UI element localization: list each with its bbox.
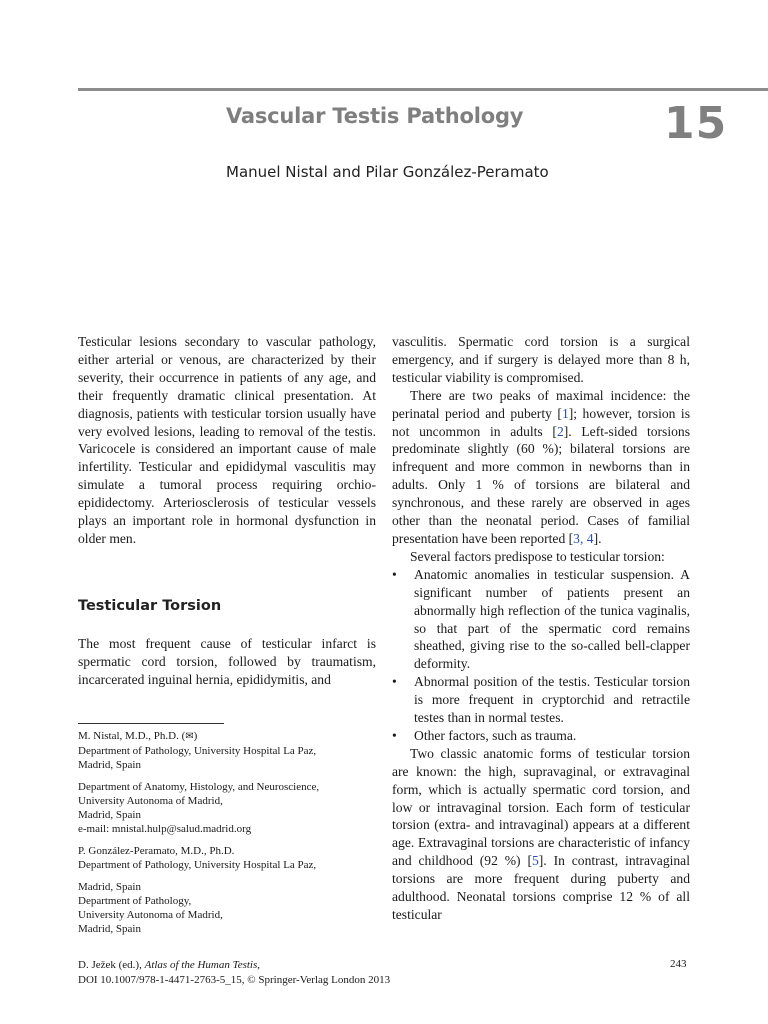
footnote-rule [78, 723, 224, 724]
citation-link[interactable]: 4 [586, 530, 594, 546]
page-number: 243 [670, 958, 687, 970]
bullet-icon: • [392, 566, 397, 582]
text-run: ]. In contrast, intravaginal torsions are more frequent during puberty and adulthood. Neonatal torsions comprise 12 % of all testicular [392, 853, 690, 922]
bullet-icon: • [392, 674, 397, 690]
list-item [392, 727, 690, 745]
footnote-line: Department of Pathology, University Hospital La Paz, [78, 745, 317, 757]
footnote-line: Department of Pathology, University Hospital La Paz, [78, 859, 317, 871]
footer-doi: DOI 10.1007/978-1-4471-2763-5_15, © Springer-Verlag London 2013 [78, 974, 391, 986]
footnote-line: Department of Anatomy, Histology, and Neuroscience, [78, 781, 320, 793]
abstract [78, 333, 376, 548]
footnote-line: University Autonoma of Madrid, [78, 795, 223, 807]
footnote-line: P. González-Peramato, M.D., Ph.D. [78, 845, 235, 857]
bullet-icon: • [392, 727, 397, 743]
chapter-number: 15 [664, 98, 728, 149]
footer-line-1 [78, 958, 390, 973]
footnote-line: Department of Pathology, [78, 895, 192, 907]
footnote-line: Madrid, Spain [78, 923, 141, 935]
paragraph-continued: vasculitis. Spermatic cord torsion is a surgical emergency, and if surgery is delayed more than 8 h, testicular viability is compromised. [392, 334, 690, 385]
footnote-line: Madrid, Spain [78, 759, 141, 771]
text-run: D. Ježek (ed.), [78, 959, 145, 971]
right-column [392, 333, 690, 924]
paragraph-factors: Several factors predispose to testicular torsion: [410, 548, 665, 564]
footnote-author-1 [78, 729, 378, 772]
authors: Manuel Nistal and Pilar González-Peramato [226, 163, 549, 181]
text-run: There are two peaks of maximal incidence: the perinatal period and puberty [ [392, 387, 690, 421]
factor-list [392, 566, 690, 745]
text-run: ]. [593, 530, 602, 546]
abstract-text: Testicular lesions secondary to vascular pathology, either arterial or venous, are characterized by their severity, their occurrence in patients of any age, and their frequently dramatic clinical presentation. At diagnosis, patients with testicular torsion usually have very evolved lesions, leading to removal of the testis. Varicocele is considered an important cause of male infertility. Testicular and epididymal vasculitis may simulate a tumoral process requiring orchio-epididectomy. Arteriosclerosis of testicular vessels plays an important role in hormonal dysfunction in older men. [78, 334, 376, 546]
paren-close: ) [193, 730, 198, 742]
list-item-text: Other factors, such as trauma. [414, 727, 577, 743]
section-first-paragraph: The most frequent cause of testicular infarct is spermatic cord torsion, followed by traumatism, incarcerated inguinal hernia, epididymitis, and [78, 636, 376, 687]
footnotes [78, 729, 378, 944]
author-name: M. Nistal, M.D., Ph.D. ( [78, 730, 186, 742]
section-body [78, 635, 376, 689]
section-heading: Testicular Torsion [78, 598, 222, 614]
citation-link[interactable]: 3 [573, 530, 580, 546]
footnote-author-2 [78, 844, 378, 872]
text-run: ]. Left-sided torsions predominate slightly (60 %); bilateral torsions are infrequent and more common in newborns than in adults. Only 1 % of torsions are bilateral and synchronous, and these rarely are observed in ages other than the neonatal period. Cases of familial presentation have been reported [ [392, 423, 691, 546]
paragraph-anatomic-forms [392, 745, 690, 924]
footnote-affiliation-2 [78, 880, 378, 936]
footnote-line: Madrid, Spain [78, 809, 141, 821]
footnote-affiliation-1 [78, 780, 378, 836]
list-item [392, 673, 690, 727]
citation-link[interactable]: 2 [556, 423, 564, 439]
footnote-email[interactable]: e-mail: mnistal.hulp@salud.madrid.org [78, 823, 252, 835]
top-rule [78, 88, 768, 91]
book-title: Atlas of the Human Testis [144, 959, 258, 971]
paragraph-incidence [392, 387, 690, 548]
citation-separator: , [579, 530, 587, 546]
footnote-line: University Autonoma of Madrid, [78, 909, 223, 921]
footnote-line: Madrid, Spain [78, 881, 141, 893]
citation-link[interactable]: 1 [561, 405, 569, 421]
citation-link[interactable]: 5 [531, 853, 539, 869]
envelope-icon: ✉ [185, 731, 194, 742]
list-item-text: Anatomic anomalies in testicular suspension. A significant number of patients present an abnormally high reflection of the tunica vaginalis, so that part of the spermatic cord remains sheathed, giving rise to the so-called bell-clapper deformity. [414, 566, 690, 672]
text-run: ]; however, torsion is not uncommon in adults [ [392, 405, 690, 439]
chapter-title: Vascular Testis Pathology [226, 104, 524, 128]
footer-citation [78, 958, 390, 988]
text-run: Two classic anatomic forms of testicular torsion are known: the high, supravaginal, or extravaginal form, which is actually spermatic cord torsion, and low or intravaginal torsion. Each form of testicular torsion (extra- and intravaginal) appears at a different age. Extravaginal torsions are characteristic of infancy and childhood (92 %) [ [392, 745, 690, 869]
list-item-text: Abnormal position of the testis. Testicular torsion is more frequent in cryptorchid and retractile testes than in normal testes. [414, 674, 690, 726]
list-item [392, 566, 690, 673]
footnote-line [78, 729, 378, 744]
text-run: , [257, 959, 261, 971]
